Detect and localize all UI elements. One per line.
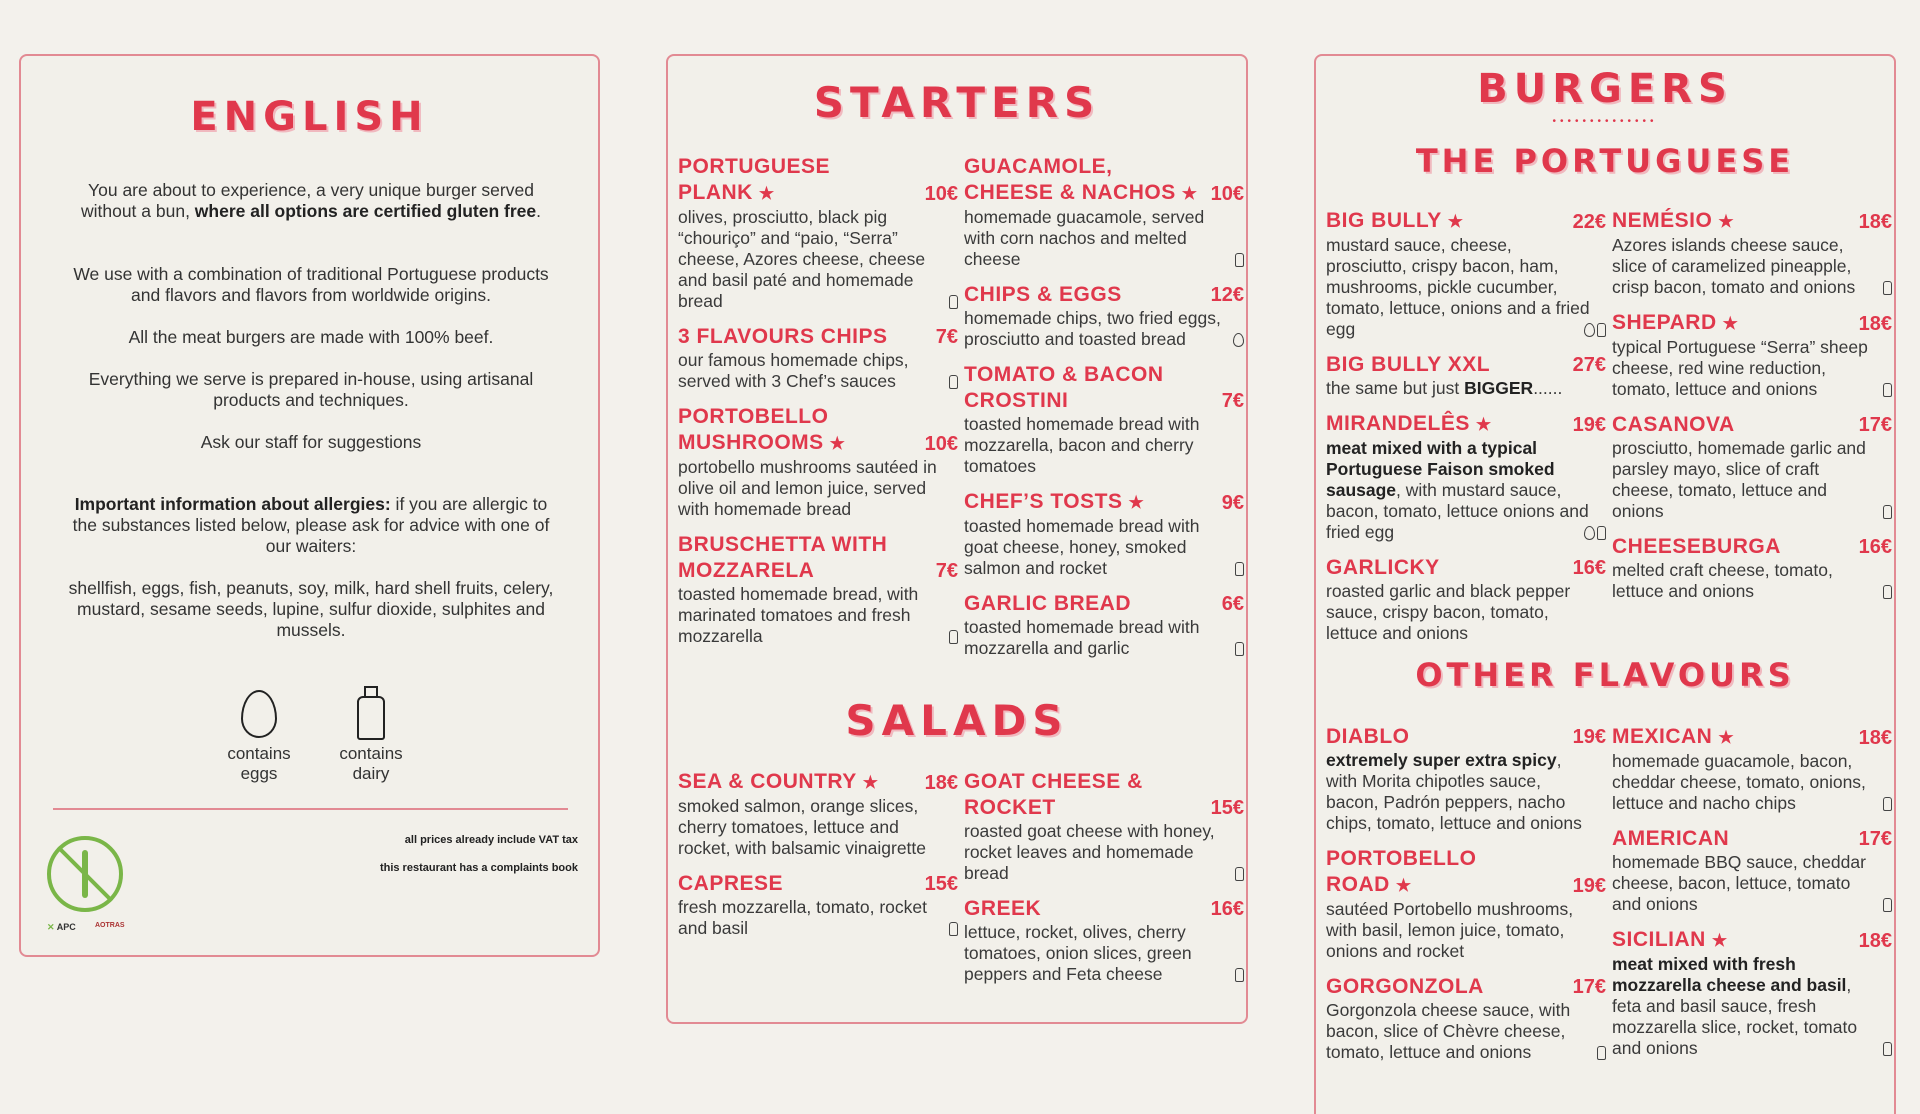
allergen-icons <box>1582 526 1606 543</box>
menu-item-name-text: CAPRESE <box>678 872 784 895</box>
star-icon: ★ <box>1718 212 1735 231</box>
menu-item-header <box>1612 927 1892 954</box>
menu-item-price: 17€ <box>1858 414 1892 436</box>
menu-item <box>1612 724 1892 814</box>
menu-item <box>964 282 1244 350</box>
menu-item-price: 10€ <box>924 433 958 455</box>
menu-item-description-text: fresh mozzarella, tomato, rocket and basil <box>678 897 927 938</box>
menu-item-description <box>964 821 1244 884</box>
menu-item-price: 10€ <box>1210 183 1244 205</box>
star-icon: ★ <box>758 184 775 203</box>
menu-item-name <box>964 769 1205 821</box>
menu-item <box>1326 555 1606 644</box>
menu-item-name <box>1612 724 1734 751</box>
menu-item-name <box>1326 974 1484 1000</box>
menu-item-description-text: homemade guacamole, bacon, cheddar cheese, tomato, onions, lettuce and nacho chips <box>1612 751 1866 813</box>
menu-item-header <box>1326 352 1606 378</box>
menu-item <box>1612 927 1892 1059</box>
menu-item-name-text: BIG BULLY <box>1326 209 1442 232</box>
star-icon: ★ <box>1722 314 1739 333</box>
menu-item-name <box>964 282 1122 308</box>
menu-item <box>1326 352 1606 399</box>
menu-item-header <box>1612 208 1892 235</box>
menu-item-description-text: , feta and basil sauce, fresh mozzarella slice, rocket, tomato and onions <box>1612 975 1858 1058</box>
menu-item-name-text: GORGONZOLA <box>1326 975 1484 998</box>
menu-item-description <box>964 516 1244 579</box>
egg-icon <box>1584 323 1595 337</box>
milk-bottle-icon <box>1883 505 1892 519</box>
menu-item-name-text: CASANOVA <box>1612 413 1735 436</box>
menu-item-description-bold: meat mixed with a typical Portuguese Faison smoked sausage <box>1326 438 1555 500</box>
allergen-icons <box>1881 797 1892 814</box>
menu-item-price: 19€ <box>1572 414 1606 436</box>
menu-item-name-text: AMERICAN <box>1612 827 1730 850</box>
menu-item-header <box>964 154 1244 207</box>
burgers-dots: •••••••••••••• <box>1552 116 1658 127</box>
salads-title: SALADS <box>845 696 1069 745</box>
menu-item-name <box>678 154 919 207</box>
menu-item-name <box>1612 412 1735 438</box>
menu-item-description <box>1326 1000 1606 1063</box>
menu-item <box>1326 411 1606 543</box>
egg-icon <box>1584 526 1595 540</box>
menu-item-name-text: 3 FLAVOURS CHIPS <box>678 325 888 348</box>
menu-item-name <box>678 769 879 796</box>
menu-item-header <box>964 282 1244 308</box>
menu-item <box>964 896 1244 985</box>
menu-item <box>964 769 1244 884</box>
menu-item-price: 16€ <box>1858 536 1892 558</box>
menu-item-price: 18€ <box>1858 211 1892 233</box>
menu-item-description-bold: meat mixed with fresh mozzarella cheese and basil <box>1612 954 1847 995</box>
menu-item-name <box>964 896 1041 922</box>
menu-item-price: 27€ <box>1572 354 1606 376</box>
menu-item-name <box>1326 411 1492 438</box>
allergen-icons <box>1881 505 1892 522</box>
star-icon: ★ <box>1395 876 1412 895</box>
allergen-icons <box>1881 281 1892 298</box>
star-icon: ★ <box>862 773 879 792</box>
menu-item-description-text: olives, prosciutto, black pig “chouriço” and “paio, “Serra” cheese, Azores cheese, cheese and basil paté and homemade bread <box>678 207 926 311</box>
menu-item-name <box>678 532 930 584</box>
star-icon: ★ <box>1718 728 1735 747</box>
gluten-free-logo <box>47 836 123 912</box>
menu-item-description-text: homemade BBQ sauce, cheddar cheese, bacon, lettuce, tomato and onions <box>1612 852 1866 914</box>
portuguese-title: THE PORTUGUESE <box>1415 142 1795 180</box>
menu-item-description <box>678 796 958 859</box>
menu-item-name-text: GREEK <box>964 897 1042 920</box>
allergen-icons <box>1881 898 1892 915</box>
menu-item-name-text: PORTOBELLO ROAD <box>1326 847 1477 896</box>
menu-item-header <box>1326 411 1606 438</box>
milk-bottle-icon <box>1883 383 1892 397</box>
menu-item-description-text: homemade chips, two fried eggs, prosciutto and toasted bread <box>964 308 1221 349</box>
allergen-icons <box>1233 642 1244 659</box>
divider <box>53 808 568 810</box>
starters-title: STARTERS <box>813 78 1101 127</box>
menu-item-name-text: TOMATO & BACON CROSTINI <box>964 363 1164 412</box>
menu-item-header <box>1326 724 1606 750</box>
menu-item-name-text: BRUSCHETTA WITH MOZZARELA <box>678 533 888 582</box>
menu-item <box>678 154 958 312</box>
menu-item-price: 17€ <box>1572 976 1606 998</box>
menu-item-price: 17€ <box>1858 828 1892 850</box>
menu-item-name <box>1612 208 1734 235</box>
eggs-legend: contains eggs <box>214 690 304 784</box>
menu-item-header <box>1612 412 1892 438</box>
english-title: ENGLISH <box>190 94 429 140</box>
menu-item-price: 19€ <box>1572 875 1606 897</box>
menu-item-description <box>678 207 958 312</box>
aotras-logo: AOTRAS <box>95 922 125 929</box>
menu-item-description <box>1326 899 1606 962</box>
menu-item-description-text: mustard sauce, cheese, prosciutto, crispy bacon, ham, mushrooms, pickle cucumber, tomato, lettuce, onions and a fried egg <box>1326 235 1590 339</box>
menu-item <box>964 154 1244 270</box>
milk-bottle-icon <box>1883 898 1892 912</box>
menu-item-description-text: lettuce, rocket, olives, cherry tomatoes, onion slices, green peppers and Feta cheese <box>964 922 1192 984</box>
allergen-icons <box>1881 585 1892 602</box>
starters-right-column <box>964 154 1244 671</box>
milk-bottle-icon <box>1883 585 1892 599</box>
menu-item-description <box>1612 751 1892 814</box>
beef-paragraph: All the meat burgers are made with 100% beef. <box>128 327 494 347</box>
menu-item <box>1612 310 1892 400</box>
menu-item-description <box>1612 235 1892 298</box>
milk-bottle-icon <box>1235 253 1244 267</box>
allergen-icons <box>1233 253 1244 270</box>
milk-bottle-icon <box>1235 562 1244 576</box>
menu-item-name-text: CHEF’S TOSTS <box>964 490 1123 513</box>
star-icon: ★ <box>1475 415 1492 434</box>
menu-item-header <box>678 404 958 457</box>
menu-item-name <box>678 324 887 350</box>
milk-bottle-icon <box>1597 526 1606 540</box>
menu-item-header <box>678 532 958 584</box>
menu-item-name-text: BIG BULLY XXL <box>1326 353 1491 376</box>
menu-item-name-text: GOAT CHEESE & ROCKET <box>964 770 1143 819</box>
menu-item <box>678 404 958 520</box>
menu-item-header <box>1326 846 1606 899</box>
menu-item-description <box>964 414 1244 477</box>
apc-logo: ✕ APC <box>47 922 76 932</box>
portuguese-left-column <box>1326 208 1606 656</box>
menu-item-name-text: SEA & COUNTRY <box>678 770 857 793</box>
menu-item-header <box>678 154 958 207</box>
menu-item-description-text: typical Portuguese “Serra” sheep cheese, red wine reduction, tomato, lettuce and onions <box>1612 337 1868 399</box>
menu-item-price: 15€ <box>924 873 958 895</box>
milk-bottle-icon <box>1597 323 1606 337</box>
menu-item-description <box>964 922 1244 985</box>
milk-bottle-icon <box>949 295 958 309</box>
menu-item-description <box>1612 337 1892 400</box>
complaints-note: this restaurant has a complaints book <box>379 862 578 874</box>
menu-item-header <box>964 489 1244 516</box>
menu-item-description-text: homemade guacamole, served with corn nachos and melted cheese <box>964 207 1205 269</box>
menu-item <box>678 769 958 859</box>
allergen-icons <box>1582 323 1606 340</box>
menu-item <box>964 489 1244 579</box>
allergen-icons <box>1231 333 1244 350</box>
suggestions-paragraph: Ask our staff for suggestions <box>200 432 422 452</box>
menu-item-description-text: , with Morita chipotles sauce, bacon, Padrón peppers, nacho chips, tomato, lettuce and onions <box>1326 750 1582 833</box>
allergen-icons <box>1233 562 1244 579</box>
milk-bottle-icon <box>355 686 387 740</box>
menu-item-name <box>1326 724 1410 750</box>
menu-item <box>1612 534 1892 602</box>
milk-bottle-icon <box>1235 642 1244 656</box>
menu-item <box>1612 208 1892 298</box>
menu-item-price: 7€ <box>935 560 958 582</box>
menu-item-price: 16€ <box>1572 557 1606 579</box>
menu-item-price: 6€ <box>1221 593 1244 615</box>
milk-bottle-icon <box>949 375 958 389</box>
menu-item-description-text: roasted goat cheese with honey, rocket leaves and homemade bread <box>964 821 1215 883</box>
intro-paragraph: You are about to experience, a very unique burger served without a bun, where all options are certified gluten free. <box>80 180 542 221</box>
menu-item-description-text: Azores islands cheese sauce, slice of caramelized pineapple, crisp bacon, tomato and onions <box>1612 235 1856 297</box>
menu-item-header <box>964 591 1244 617</box>
starters-left-column <box>678 154 958 659</box>
menu-item-header <box>1612 826 1892 852</box>
menu-item-description-text: the same but just <box>1326 378 1465 398</box>
menu-item-name <box>964 489 1144 516</box>
allergen-icons <box>947 295 958 312</box>
milk-bottle-icon <box>1883 1042 1892 1056</box>
menu-item-header <box>964 769 1244 821</box>
star-icon: ★ <box>1128 493 1145 512</box>
star-icon: ★ <box>1447 212 1464 231</box>
menu-item <box>964 591 1244 659</box>
menu-item-description-text: Gorgonzola cheese sauce, with bacon, slice of Chèvre cheese, tomato, lettuce and onions <box>1326 1000 1571 1062</box>
menu-item-name <box>1612 826 1729 852</box>
menu-item-name <box>964 154 1205 207</box>
salads-right-column <box>964 769 1244 997</box>
menu-item-description <box>1326 438 1606 543</box>
menu-item-name <box>678 871 783 897</box>
menu-item-description-bold: extremely super extra spicy <box>1326 750 1557 770</box>
menu-item-name <box>1612 927 1728 954</box>
menu-item-price: 12€ <box>1210 284 1244 306</box>
milk-bottle-icon <box>1235 968 1244 982</box>
menu-item <box>1326 846 1606 962</box>
menu-item <box>678 324 958 392</box>
burgers-panel <box>1314 54 1896 1114</box>
menu-item-header <box>1612 534 1892 560</box>
menu-item-name-text: PORTOBELLO MUSHROOMS <box>678 405 829 454</box>
menu-item-description <box>964 207 1244 270</box>
star-icon: ★ <box>1181 184 1198 203</box>
menu-item <box>678 532 958 647</box>
menu-item-name-text: GARLICKY <box>1326 556 1440 579</box>
menu-item-description <box>1326 581 1606 644</box>
egg-icon <box>241 690 277 738</box>
allergen-icons <box>1233 867 1244 884</box>
menu-item-price: 18€ <box>1858 727 1892 749</box>
menu-item <box>964 362 1244 477</box>
menu-item-price: 15€ <box>1210 797 1244 819</box>
menu-item-description <box>1612 438 1892 522</box>
vat-note: all prices already include VAT tax <box>404 834 578 846</box>
menu-item-name <box>1326 208 1463 235</box>
milk-bottle-icon <box>1883 281 1892 295</box>
ingredients-paragraph: We use with a combination of traditional Portuguese products and flavors and flavors from worldwide origins. <box>73 264 549 305</box>
other-left-column <box>1326 724 1606 1075</box>
menu-item-name <box>1326 555 1440 581</box>
menu-item-name <box>1612 310 1738 337</box>
menu-item-description <box>1326 750 1606 834</box>
menu-item <box>1326 724 1606 834</box>
menu-item-price: 22€ <box>1572 211 1606 233</box>
menu-item-description <box>964 617 1244 659</box>
english-info-panel <box>19 54 600 957</box>
menu-item <box>1612 826 1892 915</box>
menu-item-price: 7€ <box>935 326 958 348</box>
menu-item-header <box>1612 724 1892 751</box>
menu-item-name-text: MIRANDELÊS <box>1326 412 1470 435</box>
menu-item-price: 7€ <box>1221 390 1244 412</box>
menu-item-description-text: toasted homemade bread with mozzarella and garlic <box>964 617 1200 658</box>
starters-salads-panel <box>666 54 1248 1024</box>
allergen-icons <box>947 630 958 647</box>
burgers-title: BURGERS <box>1477 66 1733 112</box>
menu-item-price: 16€ <box>1210 898 1244 920</box>
inhouse-paragraph: Everything we serve is prepared in-house, using artisanal products and techniques. <box>88 369 534 410</box>
menu-item-description <box>678 350 958 392</box>
egg-icon <box>1233 333 1244 347</box>
menu-item-name-text: MEXICAN <box>1612 725 1713 748</box>
menu-item-description-text: , with mustard sauce, bacon, tomato, lettuce onions and fried egg <box>1326 480 1589 542</box>
menu-item-name <box>1326 352 1490 378</box>
salads-left-column <box>678 769 958 951</box>
menu-item-description <box>1612 954 1892 1059</box>
menu-item <box>1612 412 1892 522</box>
menu-item-name <box>678 404 919 457</box>
menu-item-header <box>1612 310 1892 337</box>
portuguese-right-column <box>1612 208 1892 614</box>
menu-item <box>1326 208 1606 340</box>
menu-item-price: 10€ <box>924 183 958 205</box>
menu-item-name <box>1326 846 1567 899</box>
menu-item-price: 18€ <box>1858 930 1892 952</box>
menu-item-description-text: portobello mushrooms sautéed in olive oil and lemon juice, served with homemade bread <box>678 457 937 519</box>
menu-item-header <box>964 362 1244 414</box>
menu-item-description <box>1612 852 1892 915</box>
menu-item-name <box>1612 534 1781 560</box>
menu-item-price: 18€ <box>1858 313 1892 335</box>
menu-item-description-text: toasted homemade bread with mozzarella, bacon and cherry tomatoes <box>964 414 1200 476</box>
menu-item-name-text: GUACAMOLE, CHEESE & NACHOS <box>964 155 1176 204</box>
menu-item <box>1326 974 1606 1063</box>
milk-bottle-icon <box>949 630 958 644</box>
menu-item <box>678 871 958 939</box>
menu-item-description <box>678 897 958 939</box>
menu-item-description <box>964 308 1244 350</box>
menu-item-description-text: toasted homemade bread with goat cheese, honey, smoked salmon and rocket <box>964 516 1200 578</box>
menu-item-description <box>678 584 958 647</box>
menu-item-description-text: melted craft cheese, tomato, lettuce and onions <box>1612 560 1833 601</box>
milk-bottle-icon <box>1235 867 1244 881</box>
menu-item-description <box>1326 378 1606 399</box>
menu-item-name-text: DIABLO <box>1326 725 1410 748</box>
star-icon: ★ <box>829 434 846 453</box>
menu-item-header <box>1326 555 1606 581</box>
menu-item-name-text: SICILIAN <box>1612 928 1706 951</box>
menu-item-description-tail: ...... <box>1533 378 1563 398</box>
allergy-paragraph: Important information about allergies: if you are allergic to the substances listed below, please ask for advice with one of our waiters: <box>72 494 550 556</box>
milk-bottle-icon <box>949 922 958 936</box>
menu-item-header <box>678 871 958 897</box>
milk-bottle-icon <box>1597 1046 1606 1060</box>
allergen-icons <box>1595 1046 1606 1063</box>
menu-item-header <box>1326 208 1606 235</box>
menu-item-description-text: smoked salmon, orange slices, cherry tomatoes, lettuce and rocket, with balsamic vinaigrette <box>678 796 927 858</box>
menu-item-description-text: sautéed Portobello mushrooms, with basil, lemon juice, tomato, onions and rocket <box>1326 899 1574 961</box>
other-right-column <box>1612 724 1892 1071</box>
star-icon: ★ <box>1711 931 1728 950</box>
menu-item-name-text: GARLIC BREAD <box>964 592 1131 615</box>
allergen-icons <box>1233 968 1244 985</box>
allergen-list: shellfish, eggs, fish, peanuts, soy, milk, hard shell fruits, celery, mustard, sesame seeds, lupine, sulfur dioxide, sulphites and mussels. <box>68 578 554 640</box>
menu-item-description <box>678 457 958 520</box>
menu-item-name-text: CHIPS & EGGS <box>964 283 1122 306</box>
menu-item-description-text: roasted garlic and black pepper sauce, crispy bacon, tomato, lettuce and onions <box>1326 581 1571 643</box>
menu-item-description <box>1326 235 1606 340</box>
menu-item-description-text: our famous homemade chips, served with 3 Chef’s sauces <box>678 350 909 391</box>
allergen-icons <box>947 375 958 392</box>
menu-item-header <box>678 324 958 350</box>
menu-item-name-text: CHEESEBURGA <box>1612 535 1781 558</box>
menu-item-description-bold: BIGGER <box>1464 378 1534 398</box>
menu-item-name <box>964 362 1216 414</box>
menu-item-description-text: prosciutto, homemade garlic and parsley mayo, slice of craft cheese, tomato, lettuce and onions <box>1612 438 1866 521</box>
dairy-legend: contains dairy <box>326 686 416 784</box>
menu-item-price: 18€ <box>924 772 958 794</box>
menu-item-description <box>1612 560 1892 602</box>
milk-bottle-icon <box>1883 797 1892 811</box>
allergen-icons <box>1881 1042 1892 1059</box>
menu-item-header <box>678 769 958 796</box>
menu-item-header <box>1326 974 1606 1000</box>
menu-item-name-text: SHEPARD <box>1612 311 1717 334</box>
menu-item-name <box>964 591 1131 617</box>
menu-item-price: 9€ <box>1221 492 1244 514</box>
menu-item-header <box>964 896 1244 922</box>
menu-item-name-text: NEMÉSIO <box>1612 209 1713 232</box>
menu-item-name-text: PORTUGUESE PLANK <box>678 155 831 204</box>
menu-item-description-text: toasted homemade bread, with marinated tomatoes and fresh mozzarella <box>678 584 919 646</box>
other-flavours-title: OTHER FLAVOURS <box>1415 656 1795 694</box>
allergen-icons <box>1881 383 1892 400</box>
allergen-icons <box>947 922 958 939</box>
menu-item-price: 19€ <box>1572 726 1606 748</box>
